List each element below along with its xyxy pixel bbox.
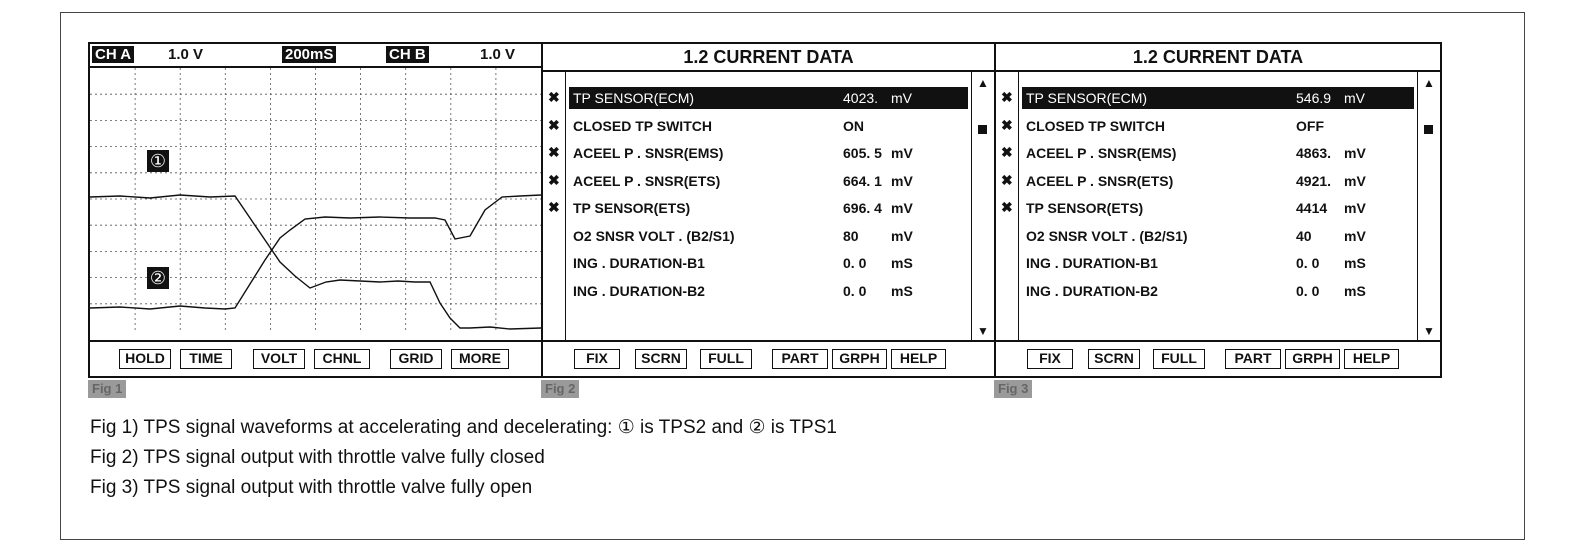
data-button-row bbox=[996, 340, 1440, 376]
scroll-thumb[interactable] bbox=[978, 125, 987, 134]
data-row[interactable] bbox=[1022, 225, 1414, 247]
channel-b-label: CH B bbox=[386, 46, 429, 63]
scroll-thumb[interactable] bbox=[1424, 125, 1433, 134]
data-row[interactable] bbox=[1022, 280, 1414, 302]
row-value: 40 bbox=[1296, 227, 1312, 244]
selection-mark-icon: ✖ bbox=[1001, 144, 1013, 160]
volt-button[interactable]: VOLT bbox=[253, 349, 305, 369]
data-row[interactable] bbox=[1022, 87, 1414, 109]
help-button[interactable]: HELP bbox=[1344, 349, 1399, 369]
marker-1-label: ① bbox=[149, 151, 167, 172]
row-label: ACEEL P . SNSR(ETS) bbox=[573, 172, 721, 189]
data-row[interactable] bbox=[1022, 115, 1414, 137]
caption-fig2: Fig 2) TPS signal output with throttle valve fully closed bbox=[90, 447, 545, 468]
data-row[interactable] bbox=[569, 280, 968, 302]
row-label: ACEEL P . SNSR(EMS) bbox=[1026, 145, 1177, 161]
panel-title: 1.2 CURRENT DATA bbox=[543, 44, 994, 72]
scrollbar[interactable] bbox=[971, 72, 994, 342]
row-value: 0. 0 bbox=[1296, 255, 1320, 271]
row-value: 80 bbox=[843, 227, 859, 244]
row-value: OFF bbox=[1296, 117, 1324, 134]
row-label: CLOSED TP SWITCH bbox=[1026, 117, 1165, 134]
row-label: O2 SNSR VOLT . (B2/S1) bbox=[1026, 227, 1188, 244]
help-button[interactable]: HELP bbox=[891, 349, 946, 369]
data-row[interactable] bbox=[569, 142, 968, 164]
data-list bbox=[543, 72, 994, 342]
row-unit: mV bbox=[891, 90, 912, 106]
row-label: TP SENSOR(ETS) bbox=[573, 200, 691, 216]
row-label: O2 SNSR VOLT . (B2/S1) bbox=[573, 227, 735, 244]
row-label: TP SENSOR(ECM) bbox=[1026, 90, 1148, 106]
selection-mark-icon: ✖ bbox=[548, 144, 560, 160]
scroll-down-icon[interactable]: ▼ bbox=[977, 324, 989, 338]
row-label: ING . DURATION-B1 bbox=[573, 255, 705, 271]
scrollbar[interactable] bbox=[1417, 72, 1440, 342]
scope-display bbox=[90, 68, 541, 330]
row-value: 4921. bbox=[1296, 172, 1332, 189]
row-unit: mV bbox=[891, 227, 913, 244]
time-button[interactable]: TIME bbox=[180, 349, 232, 369]
selection-mark-icon: ✖ bbox=[548, 171, 560, 188]
row-unit: mV bbox=[891, 200, 913, 216]
row-unit: mS bbox=[891, 282, 913, 299]
channel-b-scale: 1.0 V bbox=[480, 46, 516, 63]
full-button[interactable]: FULL bbox=[1153, 349, 1205, 369]
row-unit: mV bbox=[1344, 172, 1366, 189]
row-label: ING . DURATION-B2 bbox=[573, 282, 705, 299]
row-value: 664. 1 bbox=[843, 172, 882, 189]
data-row[interactable] bbox=[569, 170, 968, 192]
row-unit: mS bbox=[1344, 282, 1366, 299]
fix-button[interactable]: FIX bbox=[1027, 349, 1073, 369]
data-row[interactable] bbox=[569, 87, 968, 109]
row-unit: mV bbox=[1344, 90, 1365, 106]
fig2-tag: Fig 2 bbox=[541, 380, 579, 398]
row-value: ON bbox=[843, 117, 864, 134]
more-button[interactable]: MORE bbox=[451, 349, 509, 369]
row-value: 0. 0 bbox=[843, 255, 867, 271]
row-unit: mS bbox=[891, 255, 913, 271]
caption-fig3: Fig 3) TPS signal output with throttle valve fully open bbox=[90, 477, 533, 498]
scope-header bbox=[90, 44, 541, 68]
fig3-tag: Fig 3 bbox=[994, 380, 1032, 398]
data-row[interactable] bbox=[1022, 142, 1414, 164]
row-label: TP SENSOR(ECM) bbox=[573, 90, 695, 106]
row-label: ING . DURATION-B2 bbox=[1026, 282, 1158, 299]
row-unit: mV bbox=[1344, 200, 1366, 216]
data-list bbox=[996, 72, 1440, 342]
selection-mark-icon: ✖ bbox=[1001, 89, 1013, 105]
grph-button[interactable]: GRPH bbox=[1285, 349, 1340, 369]
time-base: 200mS bbox=[282, 46, 336, 63]
row-value: 696. 4 bbox=[843, 200, 882, 216]
row-label: ACEEL P . SNSR(ETS) bbox=[1026, 172, 1174, 189]
row-value: 0. 0 bbox=[843, 282, 867, 299]
channel-a-scale: 1.0 V bbox=[168, 46, 204, 63]
data-row[interactable] bbox=[569, 197, 968, 219]
fig1-tag: Fig 1 bbox=[88, 380, 126, 398]
scrn-button[interactable]: SCRN bbox=[635, 349, 687, 369]
waveform-tps1 bbox=[90, 195, 541, 309]
caption-fig1: Fig 1) TPS signal waveforms at accelerating and decelerating: ① is TPS2 and ② is TPS1 bbox=[90, 417, 837, 438]
grid-button[interactable]: GRID bbox=[390, 349, 442, 369]
row-value: 605. 5 bbox=[843, 145, 882, 161]
channel-a-label: CH A bbox=[92, 46, 134, 63]
selection-mark-icon: ✖ bbox=[548, 89, 560, 105]
scroll-down-icon[interactable]: ▼ bbox=[1423, 324, 1435, 338]
data-row[interactable] bbox=[1022, 197, 1414, 219]
grph-button[interactable]: GRPH bbox=[832, 349, 887, 369]
fix-button[interactable]: FIX bbox=[574, 349, 620, 369]
row-value: 546.9 bbox=[1296, 90, 1332, 106]
row-value: 4863. bbox=[1296, 145, 1332, 161]
scrn-button[interactable]: SCRN bbox=[1088, 349, 1140, 369]
chnl-button[interactable]: CHNL bbox=[314, 349, 370, 369]
current-data-panel-fig2 bbox=[541, 42, 996, 378]
part-button[interactable]: PART bbox=[1225, 349, 1281, 369]
data-row[interactable] bbox=[569, 115, 968, 137]
row-value: 0. 0 bbox=[1296, 282, 1320, 299]
selection-mark-icon: ✖ bbox=[548, 116, 560, 133]
row-unit: mV bbox=[1344, 145, 1366, 161]
data-row[interactable] bbox=[569, 252, 968, 274]
row-value: 4414 bbox=[1296, 200, 1328, 216]
data-row[interactable] bbox=[1022, 170, 1414, 192]
current-data-panel-fig3 bbox=[994, 42, 1442, 378]
full-button[interactable]: FULL bbox=[700, 349, 752, 369]
row-label: ACEEL P . SNSR(EMS) bbox=[573, 145, 724, 161]
row-unit: mV bbox=[1344, 227, 1366, 244]
scroll-up-icon[interactable]: ▲ bbox=[1423, 76, 1435, 90]
selection-mark-icon: ✖ bbox=[1001, 199, 1013, 215]
data-row[interactable] bbox=[1022, 252, 1414, 274]
scroll-up-icon[interactable]: ▲ bbox=[977, 76, 989, 90]
row-unit: mV bbox=[891, 172, 913, 189]
row-unit: mV bbox=[891, 145, 913, 161]
row-unit: mS bbox=[1344, 255, 1366, 271]
part-button[interactable]: PART bbox=[772, 349, 828, 369]
row-label: ING . DURATION-B1 bbox=[1026, 255, 1158, 271]
row-value: 4023. bbox=[843, 90, 879, 106]
row-label: TP SENSOR(ETS) bbox=[1026, 200, 1144, 216]
scope-panel bbox=[88, 42, 543, 378]
selection-mark-icon: ✖ bbox=[1001, 116, 1013, 133]
panel-title: 1.2 CURRENT DATA bbox=[996, 44, 1440, 72]
row-label: CLOSED TP SWITCH bbox=[573, 117, 712, 134]
data-button-row bbox=[543, 340, 994, 376]
selection-mark-icon: ✖ bbox=[548, 199, 560, 215]
data-row[interactable] bbox=[569, 225, 968, 247]
marker-2-label: ② bbox=[149, 268, 167, 289]
hold-button[interactable]: HOLD bbox=[119, 349, 171, 369]
selection-mark-icon: ✖ bbox=[1001, 171, 1013, 188]
scope-button-row bbox=[90, 340, 541, 376]
